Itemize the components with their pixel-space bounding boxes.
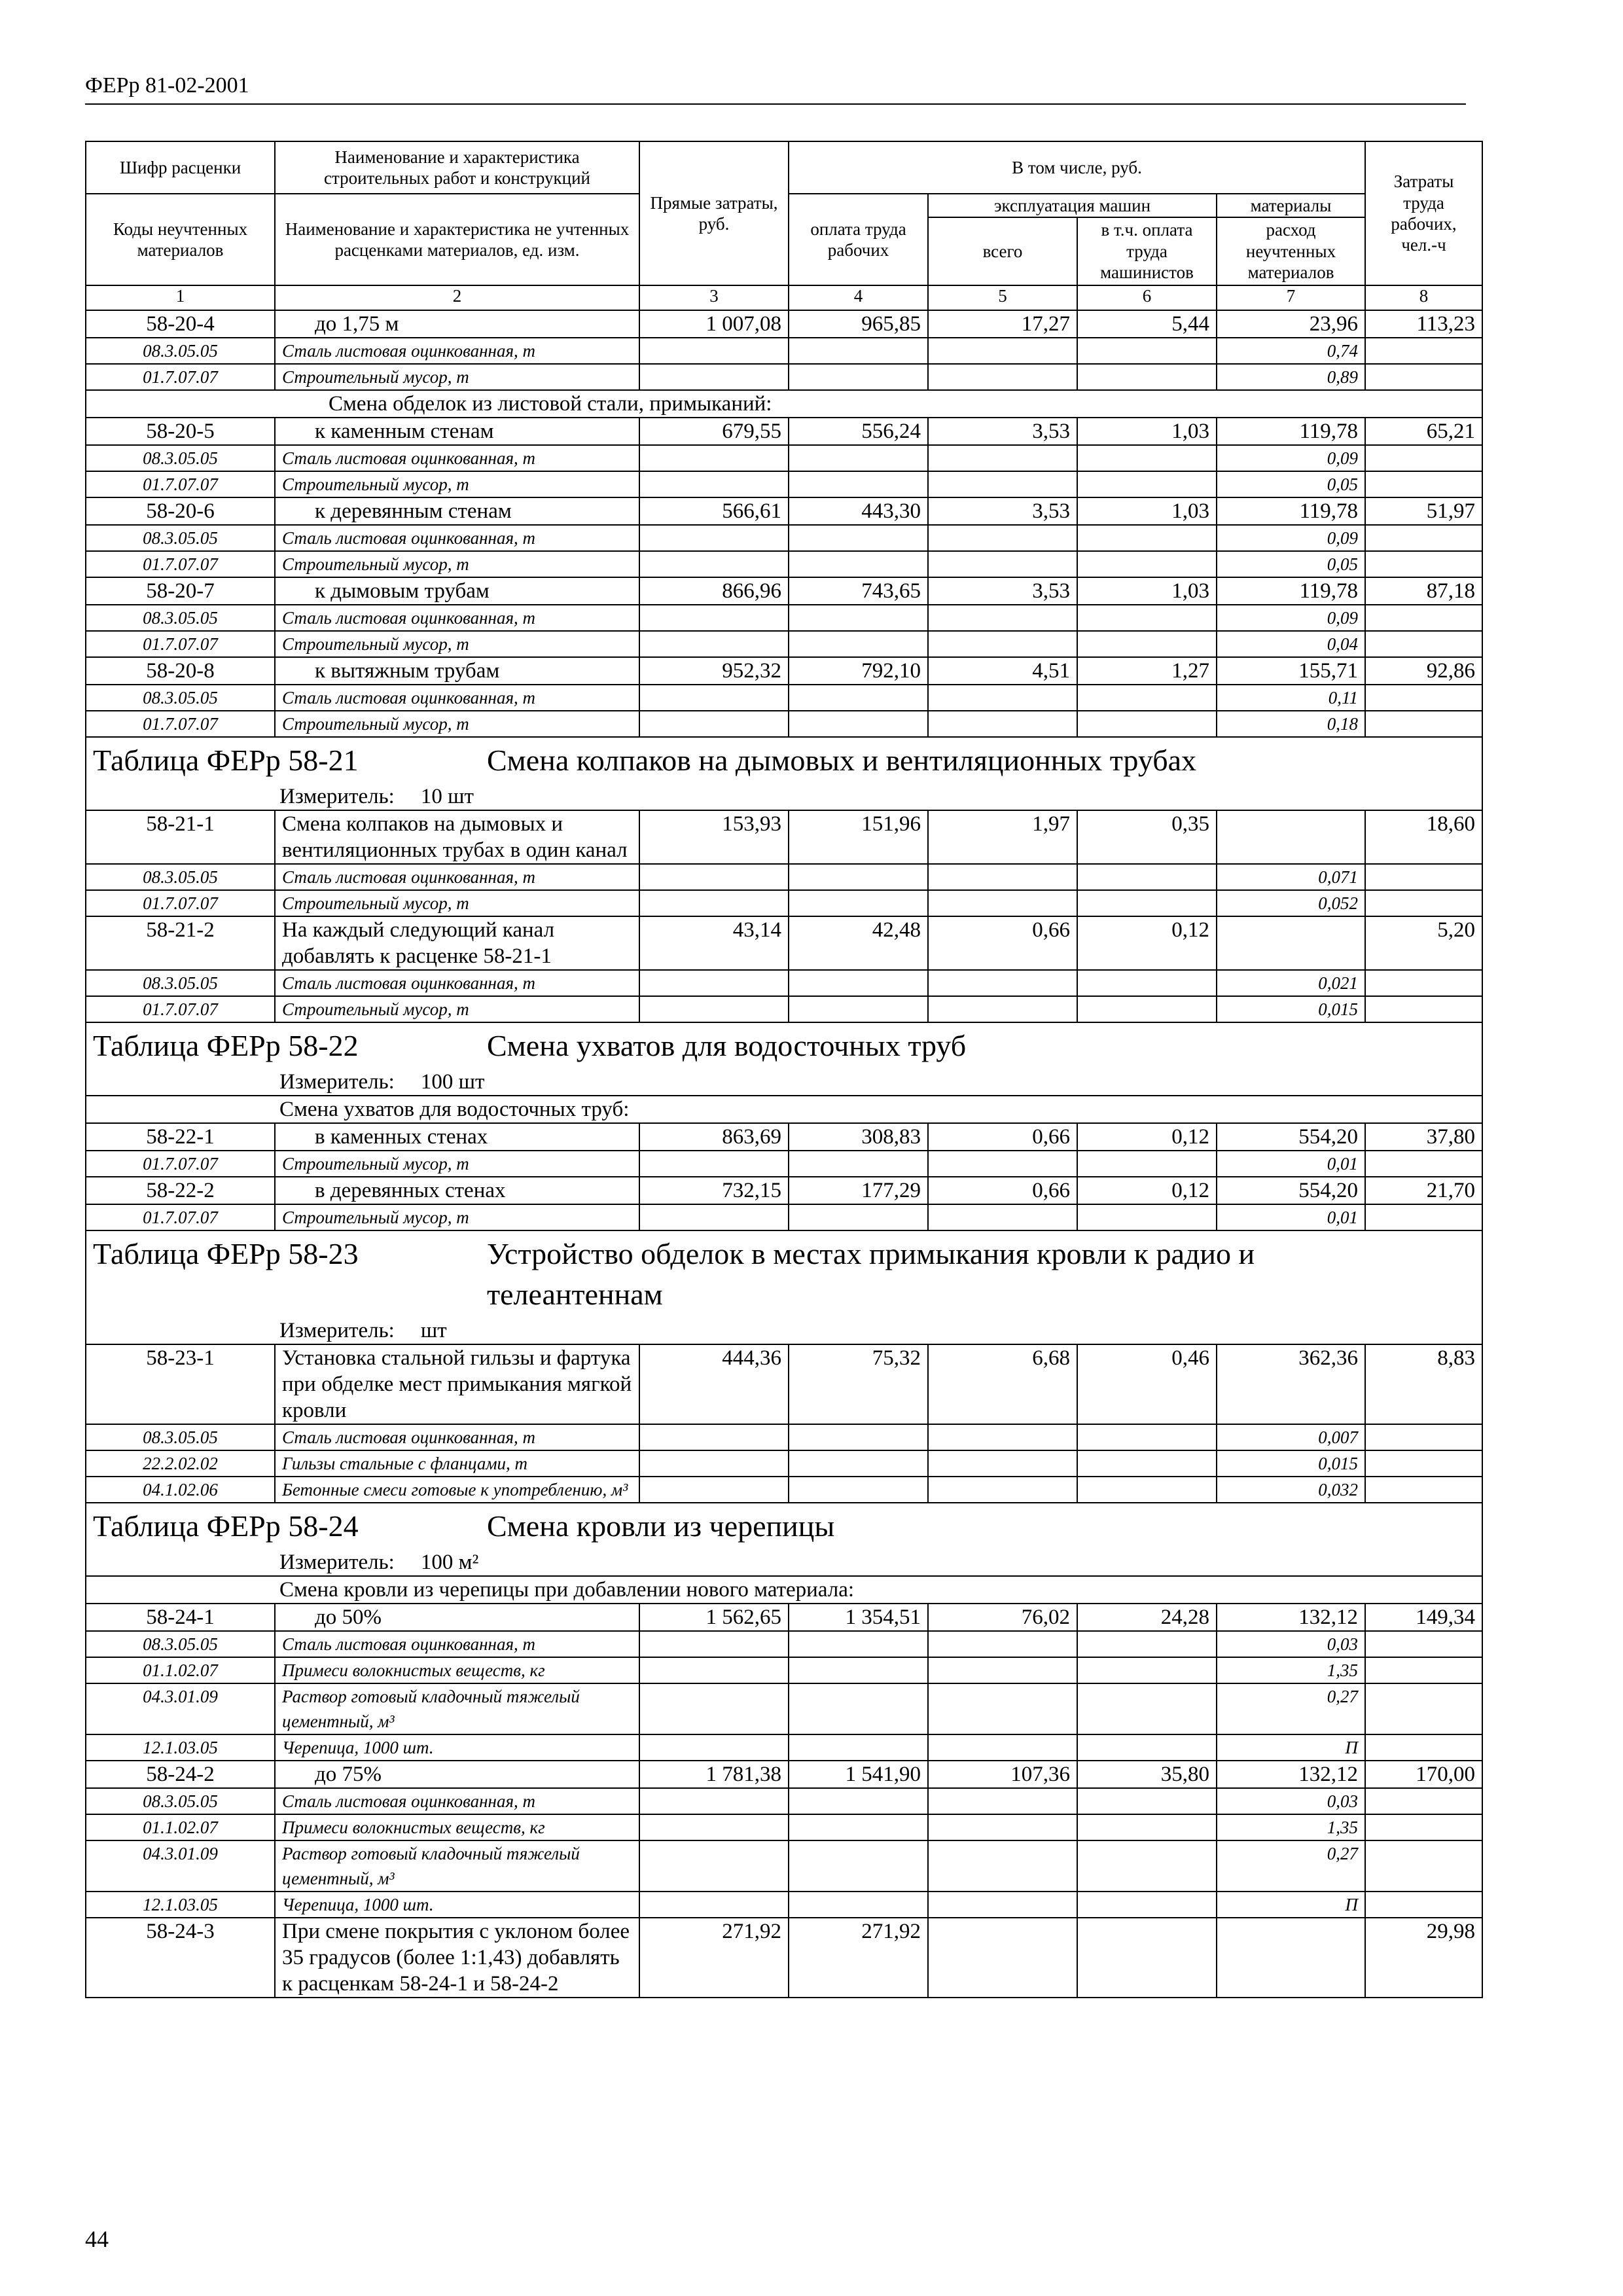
header-materials-sub: расход неучтенных материалов [1217, 217, 1365, 285]
material-qty: 0,05 [1217, 471, 1365, 497]
material-row [86, 1151, 1482, 1177]
material-name: Сталь листовая оцинкованная, т [275, 970, 639, 996]
measure-row [86, 1318, 1482, 1344]
material-code: 01.7.07.07 [86, 1204, 275, 1230]
column-number: 8 [1365, 285, 1482, 310]
labor-hours: 18,60 [1365, 810, 1482, 864]
direct-cost: 1 562,65 [639, 1604, 789, 1631]
materials-cost: 155,71 [1217, 657, 1365, 685]
rate-code: 58-20-4 [86, 310, 275, 338]
material-row [86, 525, 1482, 551]
measure-row [86, 783, 1482, 810]
material-qty: 0,03 [1217, 1788, 1365, 1814]
material-row [86, 996, 1482, 1022]
material-code: 04.3.01.09 [86, 1840, 275, 1892]
header-code: Шифр расценки [86, 141, 275, 194]
labor-pay: 1 541,90 [789, 1761, 928, 1788]
direct-cost: 863,69 [639, 1123, 789, 1151]
material-qty: 0,89 [1217, 364, 1365, 390]
material-name: Черепица, 1000 шт. [275, 1734, 639, 1761]
section-title: Смена ухватов для водосточных труб [487, 1029, 967, 1062]
material-qty: 0,032 [1217, 1477, 1365, 1503]
labor-hours: 8,83 [1365, 1344, 1482, 1424]
labor-hours: 149,34 [1365, 1604, 1482, 1631]
material-code: 08.3.05.05 [86, 864, 275, 890]
section-number: Таблица ФЕРр 58-24 [93, 1509, 359, 1543]
machines-total: 0,66 [928, 1177, 1077, 1204]
material-qty: 0,01 [1217, 1151, 1365, 1177]
material-code: 01.7.07.07 [86, 551, 275, 577]
table-row [86, 1177, 1482, 1204]
group-label: Смена обделок из листовой стали, примыканий: [86, 390, 1482, 418]
rate-code: 58-22-1 [86, 1123, 275, 1151]
labor-hours: 113,23 [1365, 310, 1482, 338]
material-code: 08.3.05.05 [86, 685, 275, 711]
rate-name: При смене покрытия с уклоном более 35 градусов (более 1:1,43) добавлять к расценкам 58-24-1 и 58-24-2 [275, 1918, 639, 1998]
column-number: 2 [275, 285, 639, 310]
price-table [85, 141, 1483, 1998]
document-header: ФЕРр 81-02-2001 [85, 73, 1466, 105]
material-qty: 0,27 [1217, 1683, 1365, 1734]
rate-code: 58-22-2 [86, 1177, 275, 1204]
material-qty: 0,01 [1217, 1204, 1365, 1230]
materials-cost: 362,36 [1217, 1344, 1365, 1424]
material-name: Строительный мусор, т [275, 1204, 639, 1230]
measure-unit: шт [420, 1319, 447, 1342]
rate-name: до 1,75 м [275, 310, 639, 338]
material-name: Строительный мусор, т [275, 890, 639, 916]
material-name: Сталь листовая оцинкованная, т [275, 1788, 639, 1814]
material-qty: 0,052 [1217, 890, 1365, 916]
group-label-row [86, 1096, 1482, 1123]
labor-hours: 37,80 [1365, 1123, 1482, 1151]
labor-pay: 556,24 [789, 418, 928, 445]
machinists-pay [1077, 1918, 1217, 1998]
material-row [86, 1631, 1482, 1657]
table-header-row [86, 141, 1482, 194]
material-name: Раствор готовый кладочный тяжелый цементный, м³ [275, 1840, 639, 1892]
material-row [86, 1477, 1482, 1503]
header-machinists: в т.ч. оплата труда машинистов [1077, 217, 1217, 285]
rate-name: в каменных стенах [275, 1123, 639, 1151]
machinists-pay: 1,27 [1077, 657, 1217, 685]
rate-code: 58-24-2 [86, 1761, 275, 1788]
materials-cost: 554,20 [1217, 1123, 1365, 1151]
machinists-pay: 0,12 [1077, 1123, 1217, 1151]
labor-hours: 170,00 [1365, 1761, 1482, 1788]
machines-total: 3,53 [928, 418, 1077, 445]
section-title: Смена колпаков на дымовых и вентиляционных трубах [487, 744, 1197, 777]
labor-pay: 1 354,51 [789, 1604, 928, 1631]
material-row [86, 1814, 1482, 1840]
rate-name: к деревянным стенам [275, 497, 639, 525]
material-qty: 0,27 [1217, 1840, 1365, 1892]
material-row [86, 864, 1482, 890]
labor-pay: 743,65 [789, 577, 928, 605]
labor-pay: 42,48 [789, 916, 928, 970]
machines-total: 0,66 [928, 916, 1077, 970]
material-code: 01.7.07.07 [86, 890, 275, 916]
header-materials: материалы [1217, 194, 1365, 217]
material-code: 01.7.07.07 [86, 711, 275, 737]
materials-cost [1217, 1918, 1365, 1998]
material-row [86, 551, 1482, 577]
labor-hours: 5,20 [1365, 916, 1482, 970]
header-labor: Затраты труда рабочих, чел.-ч [1365, 141, 1482, 285]
labor-pay: 177,29 [789, 1177, 928, 1204]
material-qty: 0,007 [1217, 1424, 1365, 1450]
direct-cost: 271,92 [639, 1918, 789, 1998]
section-title-row [86, 1022, 1482, 1069]
rate-name: к дымовым трубам [275, 577, 639, 605]
material-code: 08.3.05.05 [86, 445, 275, 471]
table-row [86, 810, 1482, 864]
labor-pay: 271,92 [789, 1918, 928, 1998]
table-row [86, 1123, 1482, 1151]
header-incl: В том числе, руб. [789, 141, 1365, 194]
materials-cost: 23,96 [1217, 310, 1365, 338]
machinists-pay: 0,35 [1077, 810, 1217, 864]
rate-name: до 75% [275, 1761, 639, 1788]
section-title-row [86, 1503, 1482, 1549]
material-name: Строительный мусор, т [275, 471, 639, 497]
section-title-row [86, 737, 1482, 783]
table-row [86, 310, 1482, 338]
machines-total: 76,02 [928, 1604, 1077, 1631]
machinists-pay: 5,44 [1077, 310, 1217, 338]
labor-hours: 65,21 [1365, 418, 1482, 445]
group-label: Смена ухватов для водосточных труб: [86, 1096, 1482, 1123]
material-row [86, 1788, 1482, 1814]
material-name: Строительный мусор, т [275, 631, 639, 657]
header-machines-total: всего [928, 217, 1077, 285]
labor-hours: 51,97 [1365, 497, 1482, 525]
machinists-pay: 0,12 [1077, 1177, 1217, 1204]
machinists-pay: 1,03 [1077, 577, 1217, 605]
material-row [86, 1683, 1482, 1734]
labor-pay: 308,83 [789, 1123, 928, 1151]
measure-unit: 100 м² [420, 1551, 479, 1574]
material-row [86, 1450, 1482, 1477]
direct-cost: 679,55 [639, 418, 789, 445]
material-name: Примеси волокнистых веществ, кг [275, 1814, 639, 1840]
material-name: Сталь листовая оцинкованная, т [275, 864, 639, 890]
labor-pay: 151,96 [789, 810, 928, 864]
column-number: 1 [86, 285, 275, 310]
machinists-pay: 0,46 [1077, 1344, 1217, 1424]
material-name: Сталь листовая оцинкованная, т [275, 605, 639, 631]
machinists-pay: 1,03 [1077, 418, 1217, 445]
section-number: Таблица ФЕРр 58-21 [93, 744, 359, 777]
direct-cost: 952,32 [639, 657, 789, 685]
material-qty: 0,09 [1217, 525, 1365, 551]
measure-label: Измеритель: [279, 1551, 395, 1574]
material-code: 01.1.02.07 [86, 1814, 275, 1840]
materials-cost: 119,78 [1217, 577, 1365, 605]
measure-label: Измеритель: [279, 1070, 395, 1094]
material-qty: 0,021 [1217, 970, 1365, 996]
material-code: 01.7.07.07 [86, 631, 275, 657]
labor-hours: 87,18 [1365, 577, 1482, 605]
rate-code: 58-20-6 [86, 497, 275, 525]
material-code: 01.7.07.07 [86, 471, 275, 497]
material-qty: 0,04 [1217, 631, 1365, 657]
direct-cost: 1 007,08 [639, 310, 789, 338]
section-title: Устройство обделок в местах примыкания кровли к радио и телеантеннам [487, 1237, 1255, 1311]
header-missing-codes: Коды неучтенных материалов [86, 194, 275, 285]
material-name: Строительный мусор, т [275, 711, 639, 737]
material-code: 01.7.07.07 [86, 1151, 275, 1177]
material-code: 01.1.02.07 [86, 1657, 275, 1683]
direct-cost: 566,61 [639, 497, 789, 525]
material-name: Строительный мусор, т [275, 1151, 639, 1177]
material-code: 12.1.03.05 [86, 1892, 275, 1918]
direct-cost: 444,36 [639, 1344, 789, 1424]
material-name: Черепица, 1000 шт. [275, 1892, 639, 1918]
machines-total [928, 1918, 1077, 1998]
machinists-pay: 35,80 [1077, 1761, 1217, 1788]
section-title: Смена кровли из черепицы [487, 1509, 835, 1543]
material-qty: 0,071 [1217, 864, 1365, 890]
material-row [86, 1424, 1482, 1450]
rate-code: 58-24-3 [86, 1918, 275, 1998]
rate-name: Смена колпаков на дымовых и вентиляционных трубах в один канал [275, 810, 639, 864]
page-number: 44 [85, 2226, 109, 2252]
material-row [86, 1734, 1482, 1761]
materials-cost: 132,12 [1217, 1604, 1365, 1631]
material-qty: 1,35 [1217, 1814, 1365, 1840]
materials-cost [1217, 916, 1365, 970]
machines-total: 17,27 [928, 310, 1077, 338]
table-row [86, 1918, 1482, 1998]
material-qty: 0,015 [1217, 996, 1365, 1022]
material-row [86, 1892, 1482, 1918]
machines-total: 3,53 [928, 497, 1077, 525]
group-label-row [86, 1576, 1482, 1604]
rate-code: 58-21-1 [86, 810, 275, 864]
rate-name: к вытяжным трубам [275, 657, 639, 685]
rate-code: 58-21-2 [86, 916, 275, 970]
section-number: Таблица ФЕРр 58-22 [93, 1029, 359, 1062]
material-qty: 0,74 [1217, 338, 1365, 364]
group-label-row [86, 390, 1482, 418]
material-code: 08.3.05.05 [86, 1424, 275, 1450]
materials-cost [1217, 810, 1365, 864]
materials-cost: 132,12 [1217, 1761, 1365, 1788]
rate-code: 58-20-7 [86, 577, 275, 605]
column-number: 5 [928, 285, 1077, 310]
table-row [86, 1344, 1482, 1424]
material-name: Сталь листовая оцинкованная, т [275, 1631, 639, 1657]
column-number: 3 [639, 285, 789, 310]
rate-name: к каменным стенам [275, 418, 639, 445]
material-name: Сталь листовая оцинкованная, т [275, 1424, 639, 1450]
direct-cost: 732,15 [639, 1177, 789, 1204]
rate-code: 58-20-5 [86, 418, 275, 445]
direct-cost: 1 781,38 [639, 1761, 789, 1788]
material-name: Строительный мусор, т [275, 364, 639, 390]
material-row [86, 970, 1482, 996]
rate-name: На каждый следующий канал добавлять к расценке 58-21-1 [275, 916, 639, 970]
material-name: Сталь листовая оцинкованная, т [275, 525, 639, 551]
measure-row [86, 1069, 1482, 1096]
column-number: 6 [1077, 285, 1217, 310]
header-direct: Прямые затраты, руб. [639, 141, 789, 285]
labor-hours: 21,70 [1365, 1177, 1482, 1204]
material-row [86, 1657, 1482, 1683]
material-code: 04.3.01.09 [86, 1683, 275, 1734]
material-qty: П [1217, 1734, 1365, 1761]
machines-total: 6,68 [928, 1344, 1077, 1424]
material-code: 08.3.05.05 [86, 970, 275, 996]
rate-code: 58-20-8 [86, 657, 275, 685]
material-code: 01.7.07.07 [86, 996, 275, 1022]
material-code: 22.2.02.02 [86, 1450, 275, 1477]
direct-cost: 866,96 [639, 577, 789, 605]
material-code: 08.3.05.05 [86, 338, 275, 364]
machinists-pay: 0,12 [1077, 916, 1217, 970]
table-row [86, 497, 1482, 525]
machines-total: 4,51 [928, 657, 1077, 685]
column-number-row [86, 285, 1482, 310]
material-qty: 1,35 [1217, 1657, 1365, 1683]
table-row [86, 916, 1482, 970]
material-row [86, 711, 1482, 737]
material-row [86, 471, 1482, 497]
materials-cost: 119,78 [1217, 418, 1365, 445]
material-code: 04.1.02.06 [86, 1477, 275, 1503]
material-qty: 0,18 [1217, 711, 1365, 737]
materials-cost: 119,78 [1217, 497, 1365, 525]
material-name: Сталь листовая оцинкованная, т [275, 338, 639, 364]
material-code: 08.3.05.05 [86, 1631, 275, 1657]
material-row [86, 1840, 1482, 1892]
machinists-pay: 24,28 [1077, 1604, 1217, 1631]
machinists-pay: 1,03 [1077, 497, 1217, 525]
rate-code: 58-24-1 [86, 1604, 275, 1631]
material-name: Примеси волокнистых веществ, кг [275, 1657, 639, 1683]
material-name: Бетонные смеси готовые к употреблению, м³ [275, 1477, 639, 1503]
material-qty: 0,015 [1217, 1450, 1365, 1477]
material-qty: 0,03 [1217, 1631, 1365, 1657]
labor-pay: 792,10 [789, 657, 928, 685]
table-row [86, 657, 1482, 685]
material-row [86, 338, 1482, 364]
table-row [86, 1761, 1482, 1788]
rate-name: Установка стальной гильзы и фартука при обделке мест примыкания мягкой кровли [275, 1344, 639, 1424]
labor-pay: 75,32 [789, 1344, 928, 1424]
material-name: Сталь листовая оцинкованная, т [275, 685, 639, 711]
material-code: 12.1.03.05 [86, 1734, 275, 1761]
header-labor-pay: оплата труда рабочих [789, 194, 928, 285]
table-row [86, 418, 1482, 445]
material-row [86, 445, 1482, 471]
material-qty: 0,11 [1217, 685, 1365, 711]
material-code: 01.7.07.07 [86, 364, 275, 390]
direct-cost: 43,14 [639, 916, 789, 970]
rate-name: в деревянных стенах [275, 1177, 639, 1204]
material-row [86, 631, 1482, 657]
material-row [86, 685, 1482, 711]
materials-cost: 554,20 [1217, 1177, 1365, 1204]
machines-total: 107,36 [928, 1761, 1077, 1788]
table-row [86, 577, 1482, 605]
material-row [86, 605, 1482, 631]
header-machines: эксплуатация машин [928, 194, 1217, 217]
column-number: 7 [1217, 285, 1365, 310]
measure-row [86, 1549, 1482, 1576]
material-qty: 0,05 [1217, 551, 1365, 577]
table-row [86, 1604, 1482, 1631]
section-number: Таблица ФЕРр 58-23 [93, 1237, 359, 1270]
material-row [86, 890, 1482, 916]
material-name: Сталь листовая оцинкованная, т [275, 445, 639, 471]
material-code: 08.3.05.05 [86, 605, 275, 631]
labor-pay: 965,85 [789, 310, 928, 338]
column-number: 4 [789, 285, 928, 310]
group-label: Смена кровли из черепицы при добавлении нового материала: [86, 1576, 1482, 1604]
measure-label: Измеритель: [279, 1319, 395, 1342]
direct-cost: 153,93 [639, 810, 789, 864]
material-row [86, 364, 1482, 390]
machines-total: 0,66 [928, 1123, 1077, 1151]
measure-unit: 100 шт [420, 1070, 485, 1094]
measure-label: Измеритель: [279, 785, 395, 808]
material-name: Строительный мусор, т [275, 551, 639, 577]
material-qty: 0,09 [1217, 605, 1365, 631]
material-code: 08.3.05.05 [86, 525, 275, 551]
labor-pay: 443,30 [789, 497, 928, 525]
material-row [86, 1204, 1482, 1230]
machines-total: 3,53 [928, 577, 1077, 605]
section-title-row [86, 1230, 1482, 1318]
material-name: Раствор готовый кладочный тяжелый цементный, м³ [275, 1683, 639, 1734]
measure-unit: 10 шт [420, 785, 474, 808]
labor-hours: 92,86 [1365, 657, 1482, 685]
material-name: Гильзы стальные с фланцами, т [275, 1450, 639, 1477]
machines-total: 1,97 [928, 810, 1077, 864]
material-qty: П [1217, 1892, 1365, 1918]
material-code: 08.3.05.05 [86, 1788, 275, 1814]
rate-code: 58-23-1 [86, 1344, 275, 1424]
header-name: Наименование и характеристика строительных работ и конструкций [275, 141, 639, 194]
header-missing-names: Наименование и характеристика не учтенных расценками материалов, ед. изм. [275, 194, 639, 285]
rate-name: до 50% [275, 1604, 639, 1631]
labor-hours: 29,98 [1365, 1918, 1482, 1998]
material-name: Строительный мусор, т [275, 996, 639, 1022]
material-qty: 0,09 [1217, 445, 1365, 471]
